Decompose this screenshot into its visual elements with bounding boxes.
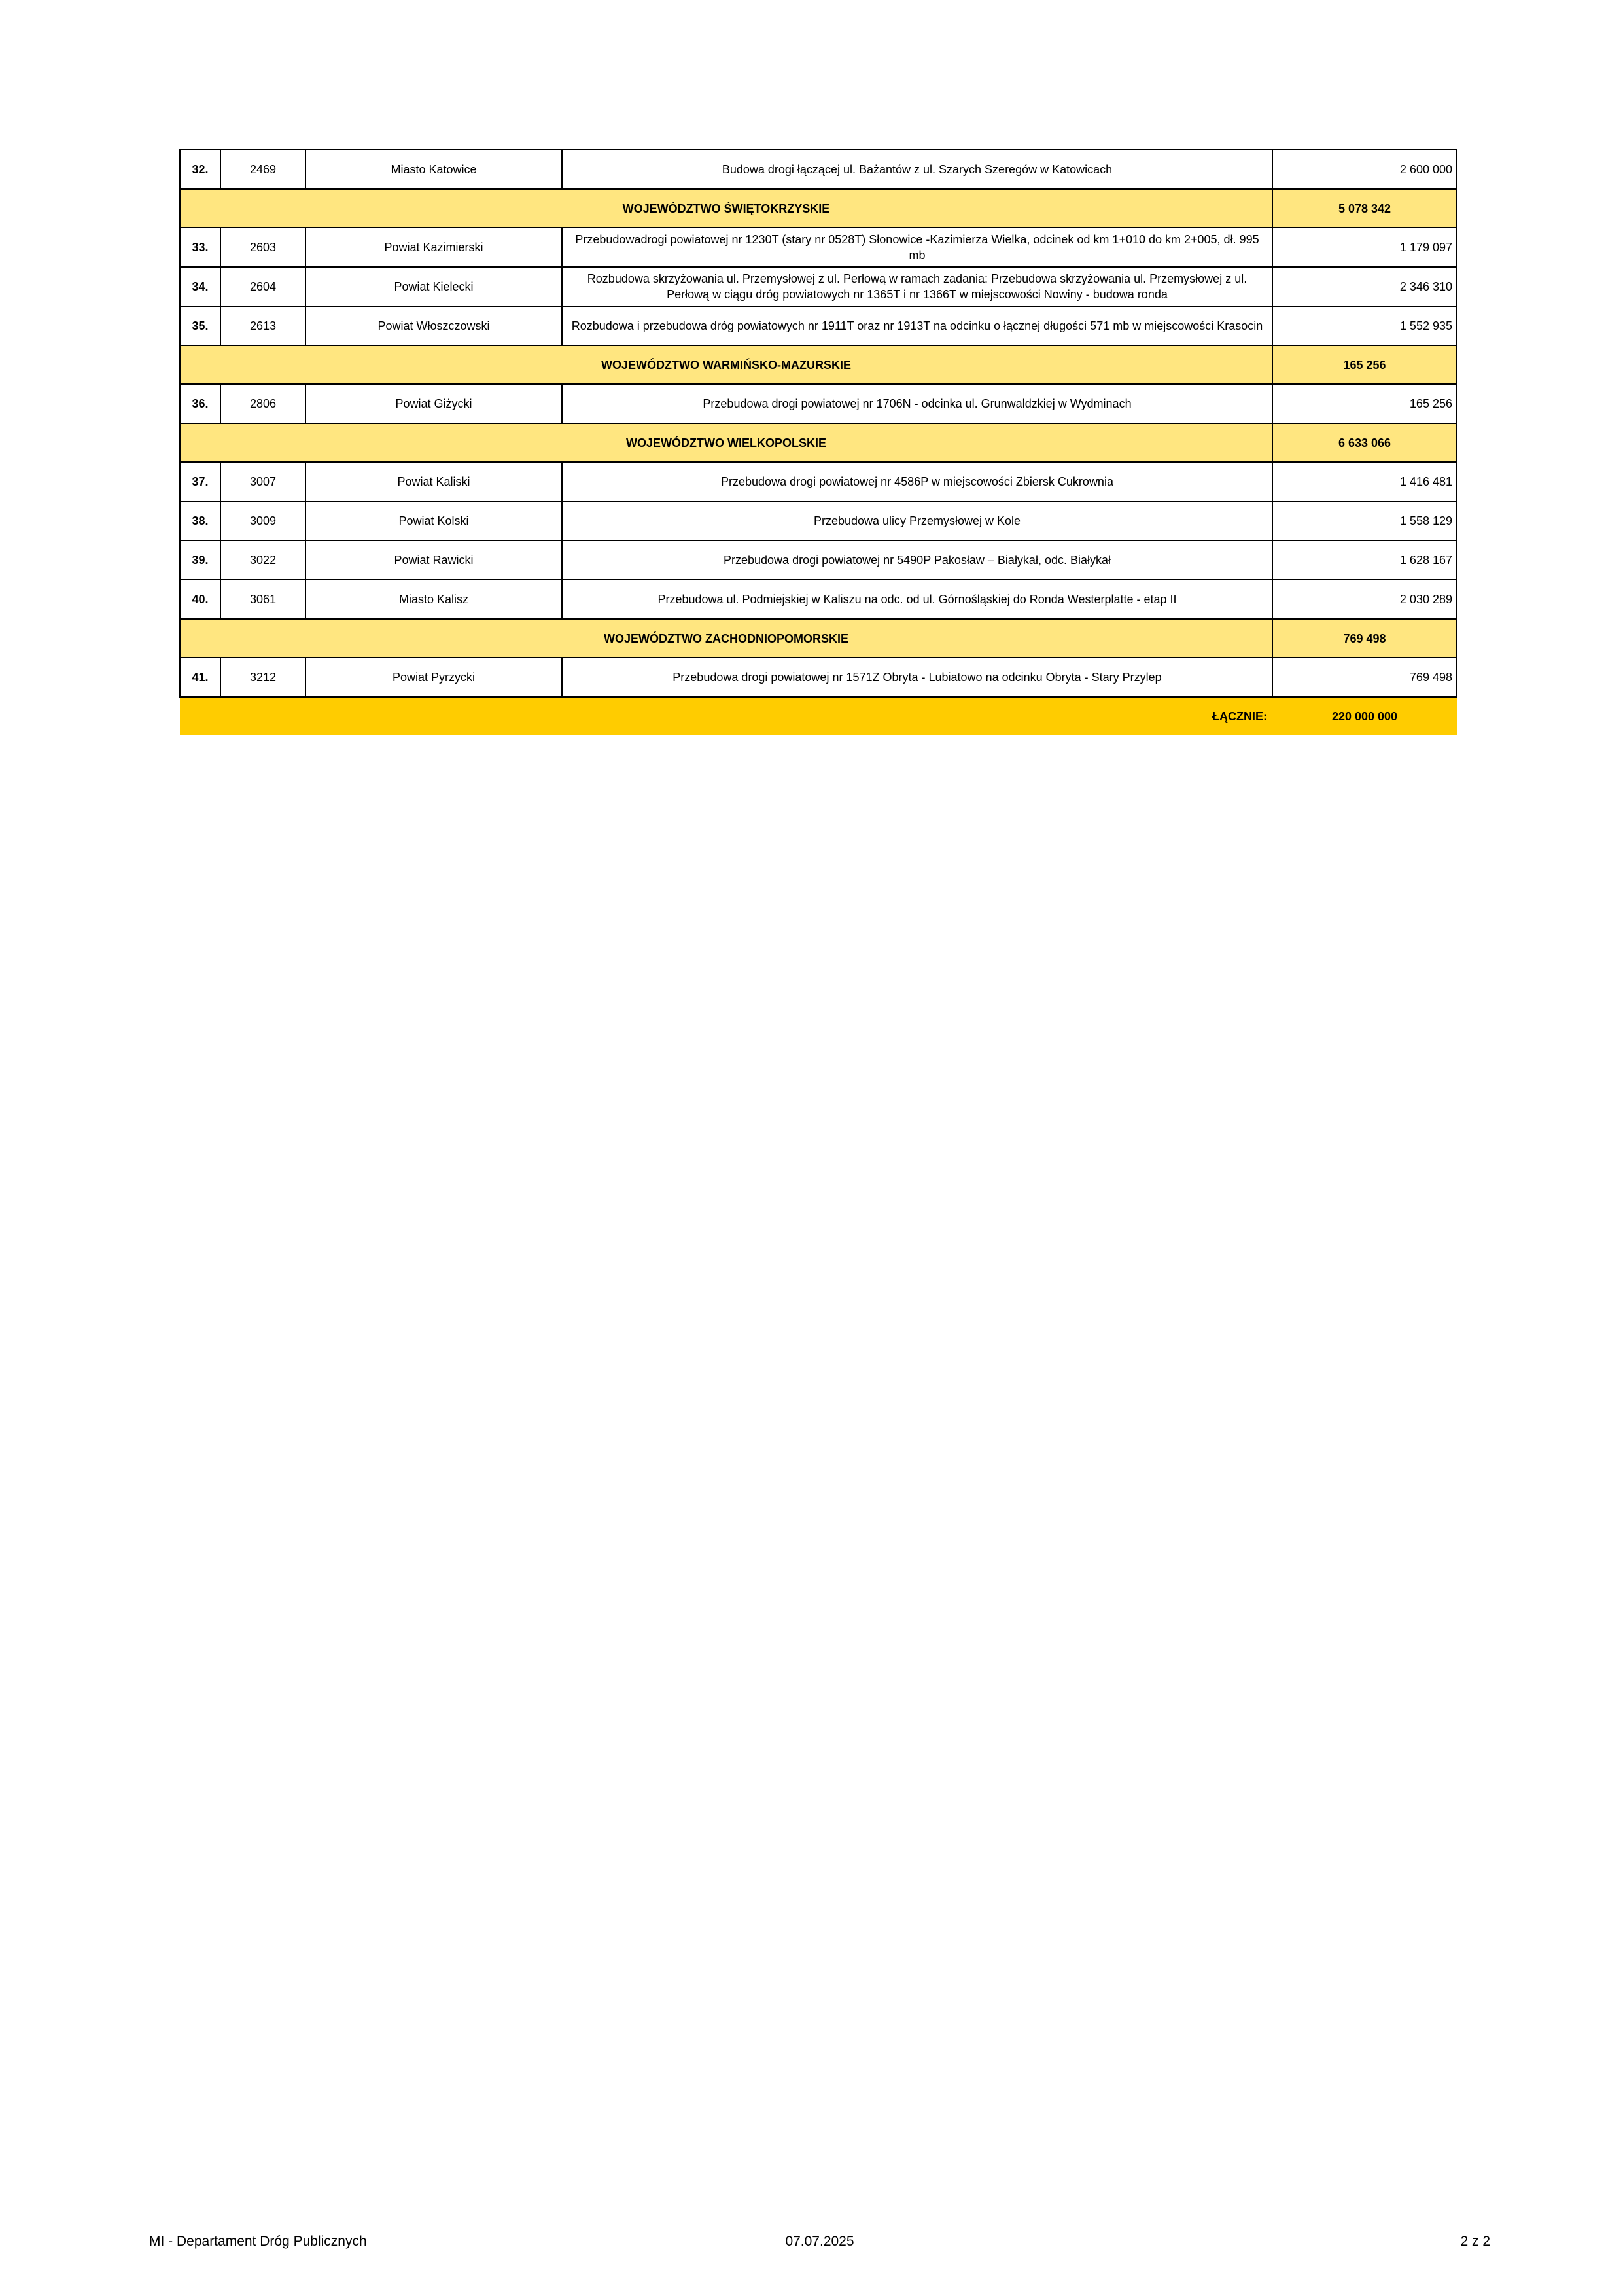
row-project-description: Budowa drogi łączącej ul. Bażantów z ul. Szarych Szeregów w Katowicach	[562, 150, 1272, 189]
footer-page-number: 2 z 2	[1460, 2234, 1490, 2249]
project-table	[179, 149, 1457, 735]
table-row	[180, 267, 1457, 306]
footer-department: MI - Departament Dróg Publicznych	[149, 2234, 367, 2249]
table-row	[180, 228, 1457, 267]
row-applicant: Powiat Włoszczowski	[305, 306, 562, 345]
row-amount: 1 628 167	[1272, 540, 1457, 580]
row-number: 37.	[180, 462, 220, 501]
row-amount: 2 346 310	[1272, 267, 1457, 306]
row-applicant: Powiat Kielecki	[305, 267, 562, 306]
region-name: WOJEWÓDZTWO WIELKOPOLSKIE	[180, 423, 1272, 462]
row-application-id: 3061	[220, 580, 305, 619]
row-number: 33.	[180, 228, 220, 267]
project-table-body	[180, 150, 1457, 735]
row-applicant: Miasto Kalisz	[305, 580, 562, 619]
total-row	[180, 697, 1457, 735]
row-amount: 1 179 097	[1272, 228, 1457, 267]
row-amount: 165 256	[1272, 384, 1457, 423]
row-application-id: 2613	[220, 306, 305, 345]
row-application-id: 3007	[220, 462, 305, 501]
table-row	[180, 501, 1457, 540]
row-application-id: 2469	[220, 150, 305, 189]
row-project-description: Przebudowa ulicy Przemysłowej w Kole	[562, 501, 1272, 540]
row-number: 39.	[180, 540, 220, 580]
row-number: 36.	[180, 384, 220, 423]
row-applicant: Powiat Kolski	[305, 501, 562, 540]
row-applicant: Powiat Giżycki	[305, 384, 562, 423]
row-application-id: 2604	[220, 267, 305, 306]
row-applicant: Powiat Rawicki	[305, 540, 562, 580]
table-row	[180, 462, 1457, 501]
region-name: WOJEWÓDZTWO ZACHODNIOPOMORSKIE	[180, 619, 1272, 658]
row-project-description: Przebudowa drogi powiatowej nr 1706N - odcinka ul. Grunwaldzkiej w Wydminach	[562, 384, 1272, 423]
row-applicant: Powiat Kazimierski	[305, 228, 562, 267]
row-project-description: Rozbudowa i przebudowa dróg powiatowych nr 1911T oraz nr 1913T na odcinku o łącznej długości 571 mb w miejscowości Krasocin	[562, 306, 1272, 345]
region-amount: 769 498	[1272, 619, 1457, 658]
row-applicant: Powiat Kaliski	[305, 462, 562, 501]
table-row	[180, 306, 1457, 345]
region-amount: 6 633 066	[1272, 423, 1457, 462]
row-amount: 1 558 129	[1272, 501, 1457, 540]
table-row	[180, 384, 1457, 423]
row-amount: 2 030 289	[1272, 580, 1457, 619]
row-project-description: Przebudowa ul. Podmiejskiej w Kaliszu na odc. od ul. Górnośląskiej do Ronda Westerplatte - etap II	[562, 580, 1272, 619]
row-application-id: 2806	[220, 384, 305, 423]
region-amount: 5 078 342	[1272, 189, 1457, 228]
row-application-id: 3022	[220, 540, 305, 580]
row-applicant: Powiat Pyrzycki	[305, 658, 562, 697]
region-header-row	[180, 345, 1457, 384]
row-project-description: Rozbudowa skrzyżowania ul. Przemysłowej z ul. Perłową w ramach zadania: Przebudowa skrzyżowania ul. Przemysłowej z ul. Perłową w ciągu dróg powiatowych nr 1365T i nr 1366T w miejscowości Nowiny - budowa ronda	[562, 267, 1272, 306]
table-row	[180, 150, 1457, 189]
row-number: 32.	[180, 150, 220, 189]
table-row	[180, 580, 1457, 619]
row-number: 35.	[180, 306, 220, 345]
row-project-description: Przebudowa drogi powiatowej nr 4586P w miejscowości Zbiersk Cukrownia	[562, 462, 1272, 501]
total-label: ŁĄCZNIE:	[1212, 710, 1267, 723]
region-name: WOJEWÓDZTWO WARMIŃSKO-MAZURSKIE	[180, 345, 1272, 384]
row-number: 38.	[180, 501, 220, 540]
row-application-id: 3009	[220, 501, 305, 540]
row-amount: 1 416 481	[1272, 462, 1457, 501]
footer-date: 07.07.2025	[785, 2234, 854, 2249]
row-application-id: 2603	[220, 228, 305, 267]
row-amount: 1 552 935	[1272, 306, 1457, 345]
region-header-row	[180, 189, 1457, 228]
row-project-description: Przebudowadrogi powiatowej nr 1230T (stary nr 0528T) Słonowice -Kazimierza Wielka, odcinek od km 1+010 do km 2+005, dł. 995 mb	[562, 228, 1272, 267]
table-row	[180, 540, 1457, 580]
row-number: 34.	[180, 267, 220, 306]
row-amount: 769 498	[1272, 658, 1457, 697]
row-number: 41.	[180, 658, 220, 697]
region-header-row	[180, 423, 1457, 462]
row-amount: 2 600 000	[1272, 150, 1457, 189]
region-amount: 165 256	[1272, 345, 1457, 384]
row-number: 40.	[180, 580, 220, 619]
row-applicant: Miasto Katowice	[305, 150, 562, 189]
row-project-description: Przebudowa drogi powiatowej nr 1571Z Obryta - Lubiatowo na odcinku Obryta - Stary Przylep	[562, 658, 1272, 697]
table-row	[180, 658, 1457, 697]
region-header-row	[180, 619, 1457, 658]
row-project-description: Przebudowa drogi powiatowej nr 5490P Pakosław – Białykał, odc. Białykał	[562, 540, 1272, 580]
row-application-id: 3212	[220, 658, 305, 697]
region-name: WOJEWÓDZTWO ŚWIĘTOKRZYSKIE	[180, 189, 1272, 228]
total-amount: 220 000 000	[1331, 710, 1398, 723]
